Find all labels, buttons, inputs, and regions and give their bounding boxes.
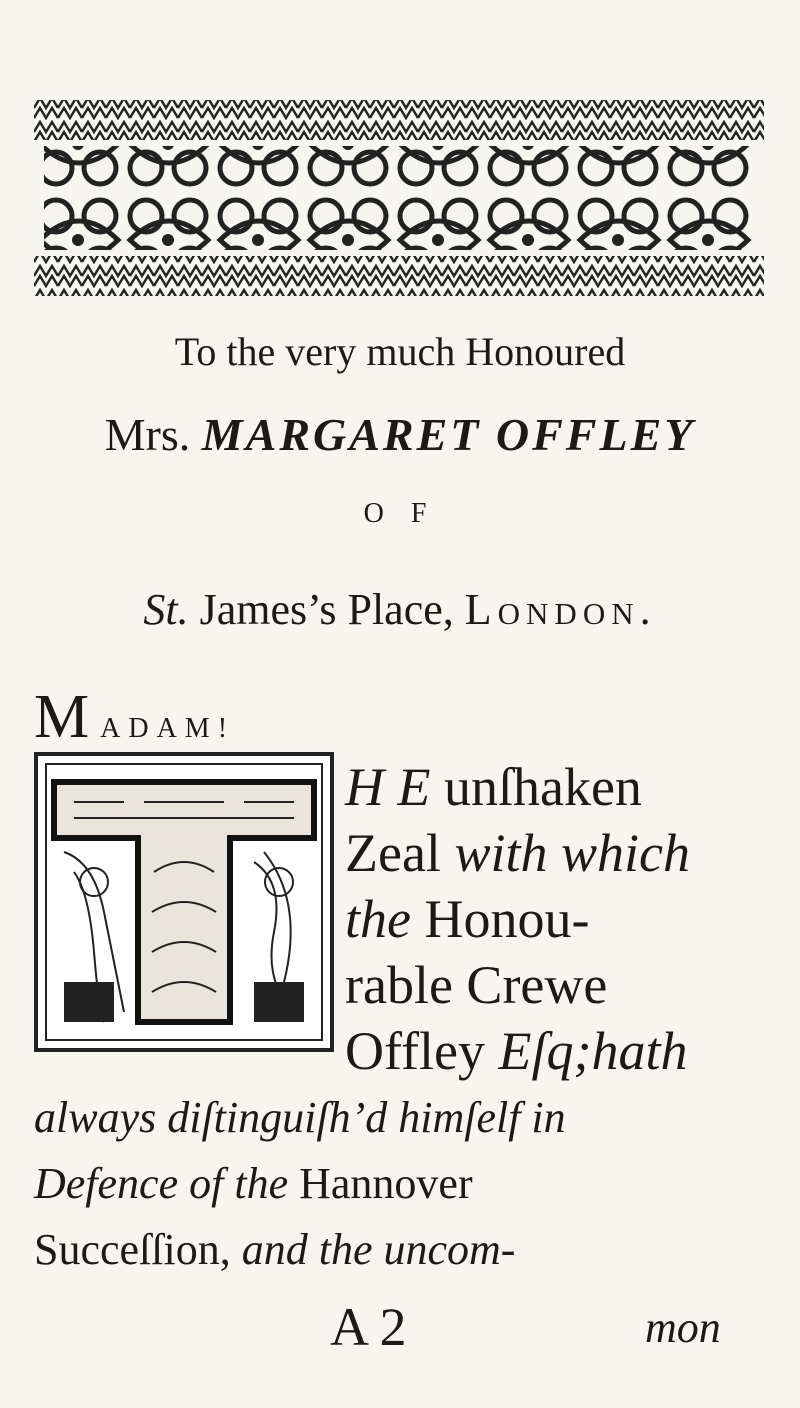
text-run: Eſq;hath bbox=[498, 1021, 688, 1081]
text-run: the bbox=[345, 889, 411, 949]
recipient-name: MARGARET OFFLEY bbox=[201, 409, 696, 460]
text-run: Succeſſion, bbox=[34, 1225, 242, 1274]
address-city: London. bbox=[464, 585, 657, 634]
salutation bbox=[34, 682, 235, 753]
woodcut-initial-icon bbox=[34, 752, 334, 1052]
text-run: Honou- bbox=[410, 889, 590, 949]
text-run: with which bbox=[454, 823, 690, 883]
text-line bbox=[34, 1159, 473, 1208]
ornamental-headpiece bbox=[34, 96, 764, 300]
recipient-line bbox=[0, 408, 800, 461]
text-run: always diſtinguiſh’d himſelf in bbox=[34, 1093, 566, 1142]
text-run: and the uncom- bbox=[241, 1225, 516, 1274]
catchword: mon bbox=[645, 1303, 721, 1352]
text-line bbox=[345, 757, 642, 817]
address-st: St. bbox=[143, 585, 189, 634]
text-line bbox=[34, 1225, 516, 1274]
text-run: Hannover bbox=[288, 1159, 473, 1208]
address-place: James’s Place, bbox=[199, 585, 454, 634]
text-line bbox=[345, 823, 690, 883]
text-run: Zeal bbox=[345, 823, 455, 883]
text-line bbox=[345, 955, 608, 1015]
address-line bbox=[0, 584, 800, 635]
text-line bbox=[345, 889, 590, 949]
dedication-line: To the very much Honoured bbox=[174, 329, 626, 374]
recipient-title: Mrs. bbox=[104, 409, 191, 460]
signature-mark: A 2 bbox=[330, 1297, 407, 1357]
salutation-initial: M bbox=[34, 683, 90, 751]
text-run: rable Crewe bbox=[345, 955, 608, 1015]
text-run: Defence of the bbox=[34, 1159, 289, 1208]
text-run: unſhaken bbox=[430, 757, 642, 817]
salutation-rest: ADAM! bbox=[100, 713, 236, 744]
of-line: O F bbox=[363, 498, 437, 529]
text-run: H E bbox=[345, 757, 431, 817]
text-line bbox=[34, 1093, 566, 1142]
text-run: Offley bbox=[345, 1021, 499, 1081]
text-line bbox=[345, 1021, 688, 1081]
